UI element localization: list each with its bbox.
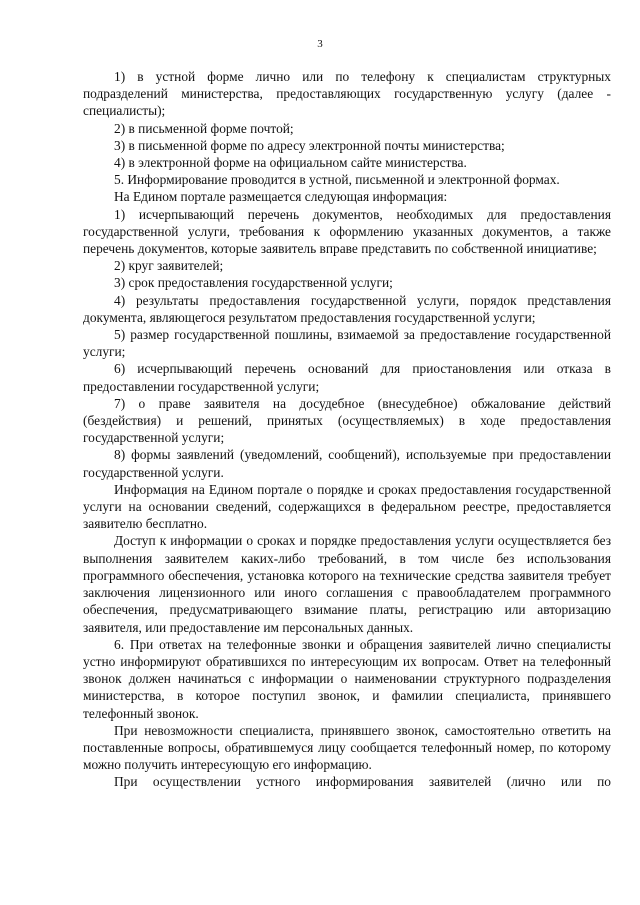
paragraph-5: 5. Информирование проводится в устной, письменной и электронной формах. — [114, 172, 560, 188]
paragraph-6: На Едином портале размещается следующая информация: — [114, 189, 448, 205]
paragraph-13: 7) о праве заявителя на досудебное (внесудебное) обжалование действий (бездействия) и решений, принятых (осуществляемых) в ходе предоставления государственной услуги; — [83, 395, 611, 446]
paragraph-4: 4) в электронной форме на официальном сайте министерства. — [114, 155, 467, 171]
paragraph-12: 6) исчерпывающий перечень оснований для приостановления или отказа в предоставлении государственной услуги; — [83, 361, 611, 394]
paragraph-18: При невозможности специалиста, принявшего звонок, самостоятельно ответить на поставленные вопросы, обратившемуся лицу сообщается телефонный номер, по которому можно получить интересующую его информацию. — [83, 722, 611, 773]
paragraph-1: 1) в устной форме лично или по телефону к специалистам структурных подразделений министерства, предоставляющих государственную услугу (далее - специалисты); — [83, 69, 611, 119]
paragraph-19: При осуществлении устного информирования заявителей (лично или по — [114, 774, 611, 790]
paragraph-14: 8) формы заявлений (уведомлений, сообщений), используемые при предоставлении государственной услуги. — [83, 447, 611, 480]
paragraph-16: Доступ к информации о сроках и порядке предоставления услуги осуществляется без выполнения заявителем каких-либо требований, в том числе без использования программного обеспечения, установка которого на технические средства заявителя требует заключения лицензионного или иного соглашения с правообладателем программного обеспечения, предусматривающего взимание платы, регистрацию или авторизацию заявителя, или предоставление им персональных данных. — [83, 533, 611, 635]
page-number: 3 — [317, 38, 323, 50]
paragraph-8: 2) круг заявителей; — [114, 258, 224, 274]
paragraph-10: 4) результаты предоставления государственной услуги, порядок представления документа, являющегося результатом предоставления государственной услуги; — [83, 292, 611, 325]
document-body — [83, 68, 611, 791]
paragraph-9: 3) срок предоставления государственной услуги; — [114, 275, 393, 291]
paragraph-3: 3) в письменной форме по адресу электронной почты министерства; — [114, 137, 505, 153]
paragraph-11: 5) размер государственной пошлины, взимаемой за предоставление государственной услуги; — [83, 327, 611, 360]
paragraph-7: 1) исчерпывающий перечень документов, необходимых для предоставления государственной услуги, требования к оформлению указанных документов, а также перечень документов, которые заявитель вправе представить по собственной инициативе; — [83, 206, 611, 257]
paragraph-15: Информация на Едином портале о порядке и сроках предоставления государственной услуги на основании сведений, содержащихся в федеральном реестре, предоставляется заявителю бесплатно. — [83, 481, 611, 532]
paragraph-17: 6. При ответах на телефонные звонки и обращения заявителей лично специалисты устно информируют обратившихся по интересующим их вопросам. Ответ на телефонный звонок должен начинаться с информации о наименовании структурного подразделения министерства, в которое поступил звонок, и фамилии специалиста, принявшего телефонный звонок. — [83, 636, 611, 721]
paragraph-2: 2) в письменной форме почтой; — [114, 120, 294, 136]
